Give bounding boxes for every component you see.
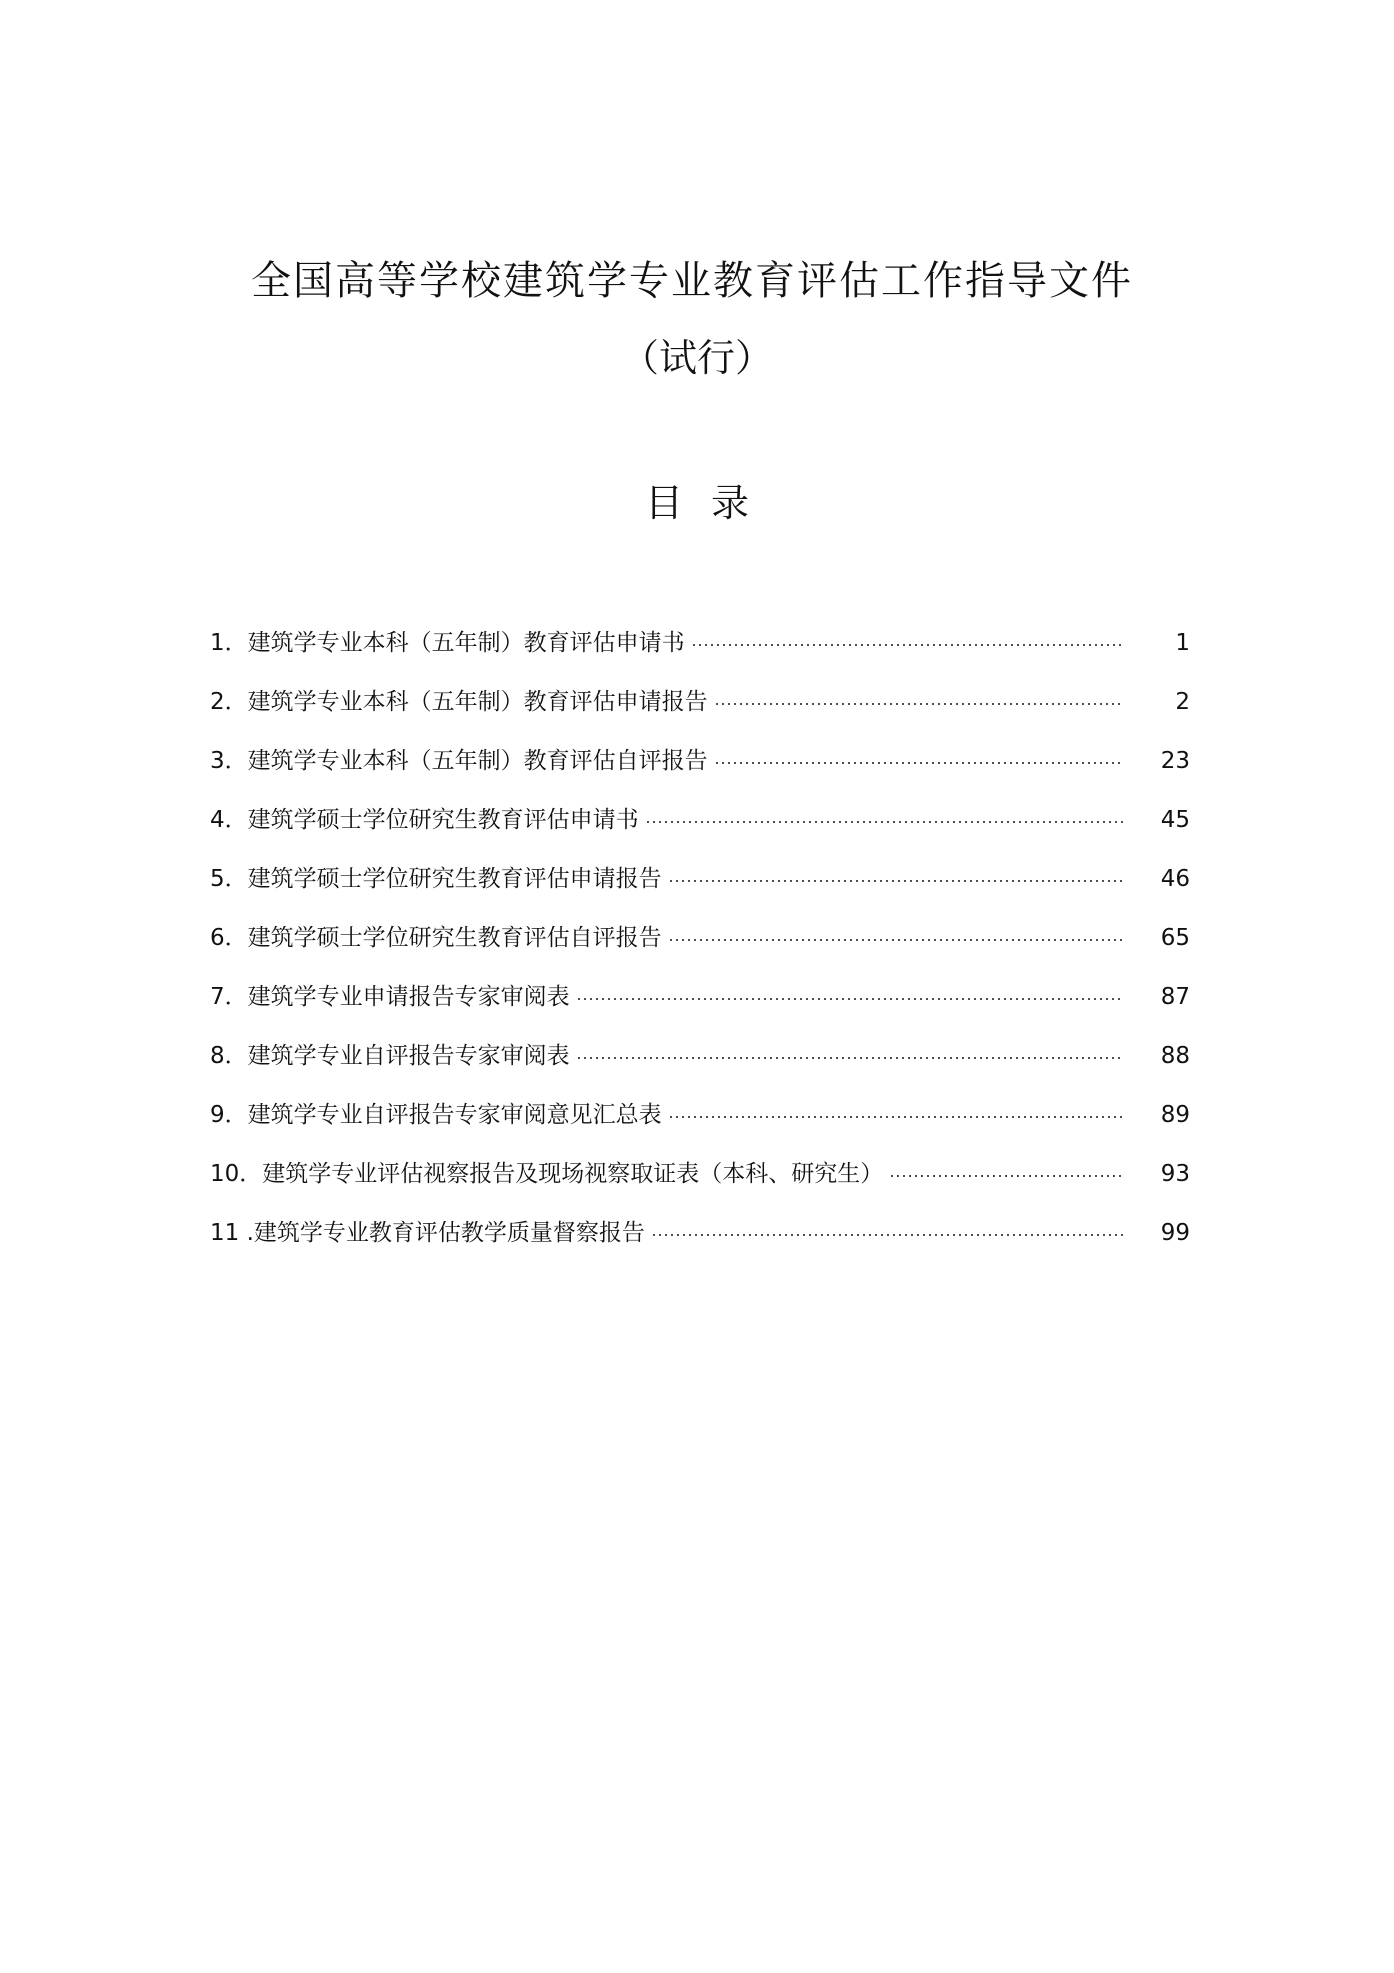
toc-page-number: 87: [1160, 983, 1190, 1010]
toc-entry-title: 9．建筑学专业自评报告专家审阅意见汇总表: [210, 1101, 662, 1128]
document-title: [0, 255, 1394, 307]
toc-leader-dots: [576, 1057, 1124, 1059]
toc-page-number: 99: [1160, 1219, 1190, 1246]
toc-entry[interactable]: [210, 731, 1200, 790]
toc-leader-dots: [651, 1234, 1124, 1236]
toc-page-number: 46: [1160, 865, 1190, 892]
toc-entry-title: 1．建筑学专业本科（五年制）教育评估申请书: [210, 629, 685, 656]
toc-entry[interactable]: [210, 613, 1200, 672]
toc-entry-title: 7．建筑学专业申请报告专家审阅表: [210, 983, 570, 1010]
toc-page-number: 65: [1160, 924, 1190, 951]
toc-leader-dots: [691, 644, 1124, 646]
toc-leader-dots: [714, 762, 1124, 764]
toc-leader-dots: [668, 880, 1124, 882]
toc-entry[interactable]: [210, 908, 1200, 967]
toc-entry[interactable]: [210, 790, 1200, 849]
table-of-contents: [210, 613, 1200, 1262]
toc-leader-dots: [576, 998, 1124, 1000]
toc-entry[interactable]: [210, 849, 1200, 908]
toc-entry[interactable]: [210, 1144, 1200, 1203]
toc-entry-title: 10．建筑学专业评估视察报告及现场视察取证表（本科、研究生）: [210, 1160, 884, 1187]
document-title-text: 全国高等学校建筑学专业教育评估工作指导文件: [251, 258, 1133, 304]
toc-page-number: 88: [1160, 1042, 1190, 1069]
toc-entry-title: 4．建筑学硕士学位研究生教育评估申请书: [210, 806, 639, 833]
toc-entry-title: 6．建筑学硕士学位研究生教育评估自评报告: [210, 924, 662, 951]
toc-leader-dots: [714, 703, 1124, 705]
toc-page-number: 1: [1175, 629, 1190, 656]
toc-entry[interactable]: [210, 672, 1200, 731]
toc-entry[interactable]: [210, 1026, 1200, 1085]
toc-entry-title: 2．建筑学专业本科（五年制）教育评估申请报告: [210, 688, 708, 715]
toc-entry[interactable]: [210, 967, 1200, 1026]
toc-entry-title: 5．建筑学硕士学位研究生教育评估申请报告: [210, 865, 662, 892]
toc-entry[interactable]: [210, 1203, 1200, 1262]
toc-leader-dots: [668, 939, 1124, 941]
toc-page-number: 89: [1160, 1101, 1190, 1128]
toc-leader-dots: [668, 1116, 1124, 1118]
toc-entry-title: 11 .建筑学专业教育评估教学质量督察报告: [210, 1219, 645, 1246]
toc-entry[interactable]: [210, 1085, 1200, 1144]
toc-page-number: 45: [1160, 806, 1190, 833]
toc-page-number: 23: [1160, 747, 1190, 774]
toc-leader-dots: [645, 821, 1124, 823]
toc-page-number: 2: [1175, 688, 1190, 715]
toc-entry-title: 3．建筑学专业本科（五年制）教育评估自评报告: [210, 747, 708, 774]
toc-heading: 目录: [644, 481, 777, 525]
toc-page-number: 93: [1160, 1160, 1190, 1187]
toc-leader-dots: [889, 1175, 1124, 1177]
toc-entry-title: 8．建筑学专业自评报告专家审阅表: [210, 1042, 570, 1069]
document-subtitle: （试行）: [620, 336, 773, 380]
